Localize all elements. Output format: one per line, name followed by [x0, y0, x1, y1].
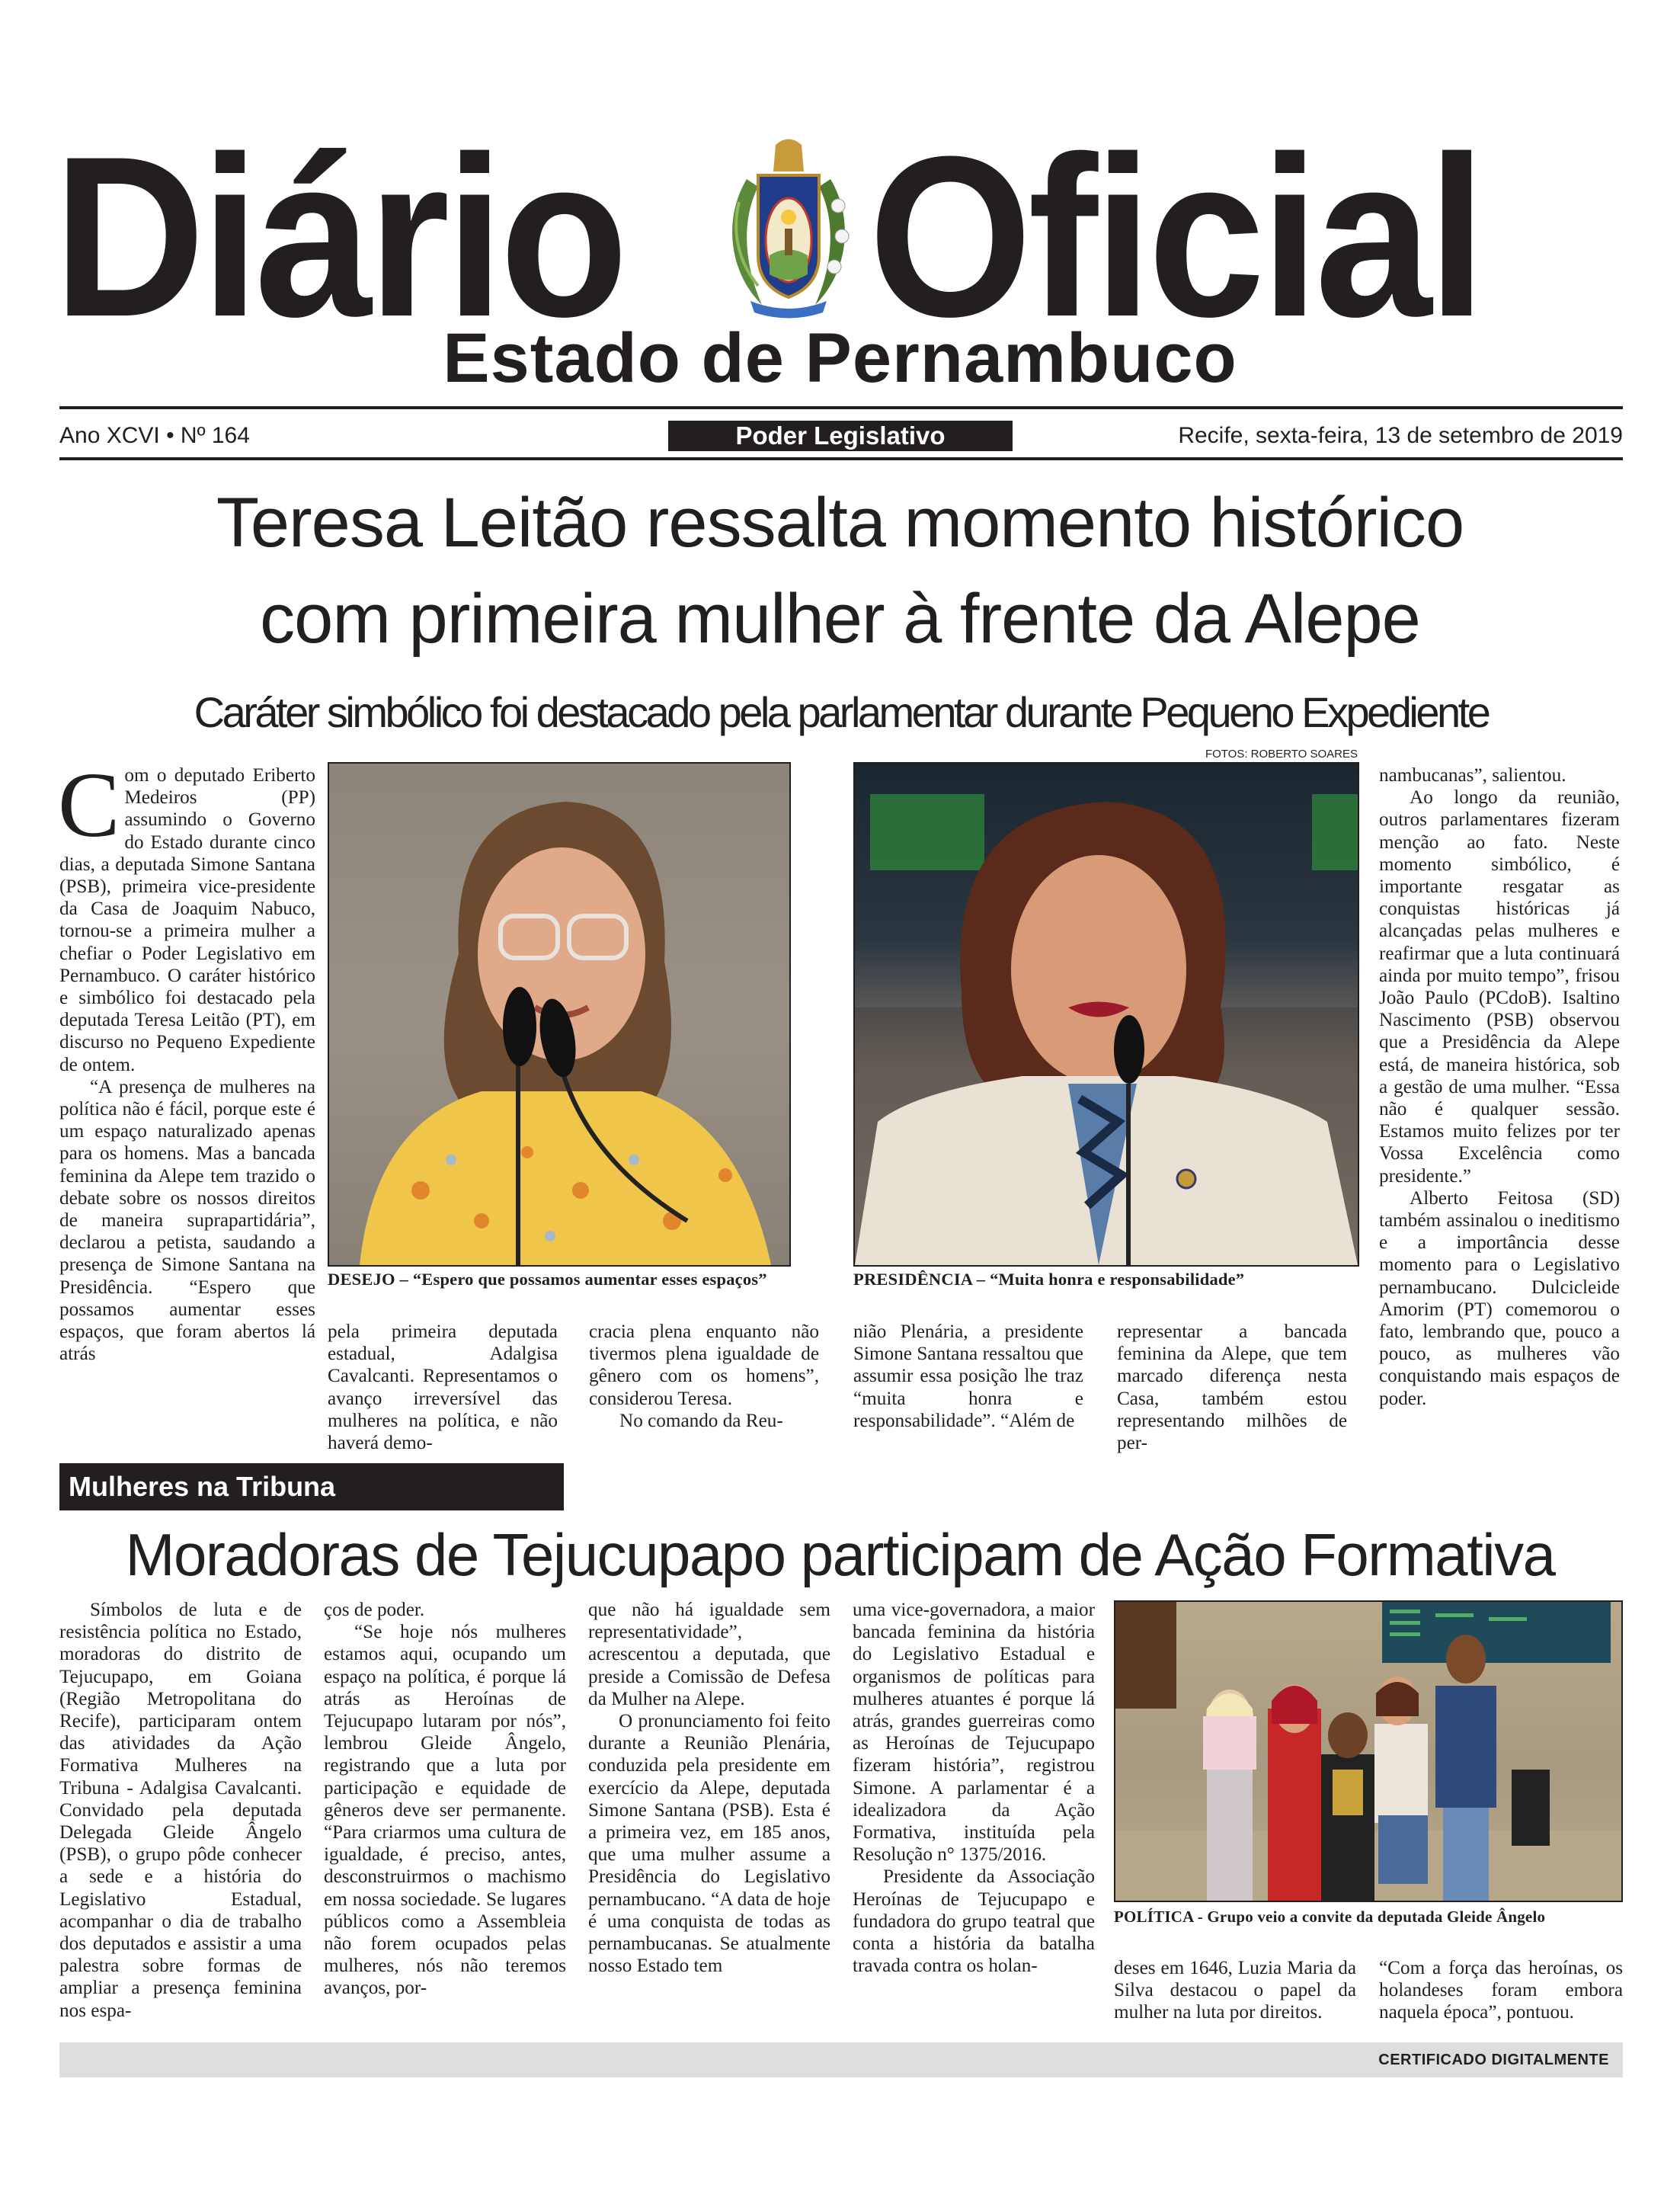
- top-rule: [59, 406, 1623, 409]
- group-photo-illustration: [1115, 1602, 1621, 1901]
- paragraph: “Se hoje nós mulheres estamos aqui, ocupando um espaço na política, é porque lá atrás as Heroínas de Tejucupapo lutaram por nós”, lembrou Gleide Ângelo, registrando que a luta por participação e equidade de gêneros deve ser permanente. “Para criarmos uma cultura de igualdade, é preciso, antes, desconstruirmos o machismo em nossa sociedade. Se lugares públicos como a Assembleia não forem ocupados pelas mulheres, nós não teremos avanços, por-: [324, 1622, 566, 1999]
- paragraph: “A presença de mulheres na política não é fácil, porque este é um espaço naturalizado apenas para os homens. Mas a bancada feminina da Alepe tem trazido o debate sobre os nossos direitos de maneira suprapartidária”, declarou a petista, saudando a presença de Simone Santana na Presidência. “Espero que possamos aumentar esses espaços, que foram abertos lá atrás: [59, 1076, 315, 1365]
- paragraph: pela primeira deputada estadual, Adalgisa Cavalcanti. Representamos o avanço irreversível das mulheres na política, e não haverá demo-: [328, 1321, 558, 1454]
- masthead-subtitle: Estado de Pernambuco: [443, 319, 1237, 397]
- paragraph: Presidente da Associação Heroínas de Tejucupapo e fundadora do grupo teatral que conta a história da batalha travada contra os holan-: [853, 1866, 1095, 1977]
- paragraph: Alberto Feitosa (SD) também assinalou o ineditismo e a importância desse momento para o Legislativo pernambucano. Dulcicleide Amorim (PT) comemorou o fato, lembrando que, pouco a pouco, as mulheres vão conquistando mais espaços de poder.: [1379, 1187, 1620, 1409]
- paragraph: nião Plenária, a presidente Simone Santana ressaltou que assumir essa posição lhe traz “muita honra e responsabilidade”. “Além de: [853, 1321, 1083, 1431]
- speaker-photo-illustration: [855, 764, 1358, 1265]
- section-badge: Poder Legislativo: [668, 421, 1013, 451]
- photo-teresa-leitao: [328, 762, 791, 1267]
- article2-column-5: [1114, 1957, 1356, 2024]
- article1-column-2: [328, 1321, 558, 1454]
- photo-simone-santana: [853, 762, 1359, 1267]
- paragraph: que não há igualdade sem representatividade”, acrescentou a deputada, que preside a Comissão de Defesa da Mulher na Alepe.: [588, 1600, 830, 1709]
- paragraph: O pronunciamento foi feito durante a Reunião Plenária, conduzida pela presidente em exercício da Alepe, deputada Simone Santana (PSB). Esta é a primeira vez, em 185 anos, que uma mulher assume a Presidência do Legislativo pernambucano. “A data de hoje é uma conquista de todas as pernambucanas. Se atualmente nosso Estado tem: [588, 1711, 830, 1977]
- article2-column-2: [324, 1599, 566, 2000]
- photo-credit: FOTOS: ROBERTO SOARES: [1205, 748, 1358, 761]
- paragraph: nambucanas”, salientou.: [1379, 765, 1566, 786]
- article2-column-4: [853, 1599, 1095, 1977]
- speaker-photo-illustration: [329, 764, 789, 1265]
- photo2-caption: PRESIDÊNCIA – “Muita honra e responsabilidade”: [853, 1270, 1245, 1289]
- paragraph: ços de poder.: [324, 1600, 425, 1620]
- article2-column-3: [588, 1599, 830, 1977]
- digital-certification-label: CERTIFICADO DIGITALMENTE: [1378, 2052, 1609, 2068]
- masthead-title-left: Diário: [53, 108, 625, 364]
- article1-headline-line1: Teresa Leitão ressalta momento histórico: [216, 484, 1464, 562]
- bottom-rule: [59, 457, 1623, 460]
- article2-column-6: [1379, 1957, 1623, 2024]
- photo3-caption: POLÍTICA - Grupo veio a convite da deputada Gleide Ângelo: [1114, 1908, 1546, 1926]
- paragraph: Ao longo da reunião, outros parlamentares fizeram menção ao fato. Neste momento simbólico, é importante resgatar as conquistas históricas já alcançadas pelas mulheres e reafirmar que a luta continuará ainda por muito tempo”, frisou João Paulo (PCdoB). Isaltino Nascimento (PSB) observou que a Presidência da Alepe está, de maneira histórica, sob a gestão de uma mulher. “Essa não é qualquer sessão. Estamos muito felizes por ter Vossa Excelência como presidente.”: [1379, 787, 1620, 1187]
- article1-column-4: [853, 1321, 1083, 1432]
- article2-headline: Moradoras de Tejucupapo participam de Ação Formativa: [125, 1521, 1555, 1588]
- article2-column-1: [59, 1599, 302, 2022]
- paragraph: deses em 1646, Luzia Maria da Silva destacou o papel da mulher na luta por direitos.: [1114, 1958, 1356, 2023]
- photo-group-tejucupapo: [1114, 1600, 1623, 1902]
- coat-of-arms-logo: [716, 133, 861, 320]
- article1-deck: Caráter simbólico foi destacado pela parlamentar durante Pequeno Expediente: [194, 688, 1489, 736]
- article1-column-3: [589, 1321, 819, 1432]
- coat-of-arms-icon: [716, 133, 861, 320]
- drop-cap: C: [58, 754, 120, 857]
- paragraph: “Com a força das heroínas, os holandeses foram embora naquela época”, pontuou.: [1379, 1958, 1623, 2023]
- paragraph: Símbolos de luta e de resistência política no Estado, moradoras do distrito de Tejucupapo, em Goiana (Região Metropolitana do Recife), participaram ontem das atividades da Ação Formativa Mulheres na Tribuna - Adalgisa Cavalcanti. Convidado pela deputada Delegada Gleide Ângelo (PSB), o grupo pôde conhecer a sede e a história do Legislativo Estadual, acompanhar o dia de trabalho dos deputados e assistir a uma palestra sobre formas de ampliar a presença feminina nos espa-: [59, 1600, 302, 2021]
- dateline: Recife, sexta-feira, 13 de setembro de 2019: [1178, 423, 1623, 448]
- article1-column-1: [58, 754, 315, 1365]
- edition-number: Ano XCVI • Nº 164: [59, 423, 250, 448]
- photo1-caption: DESEJO – “Espero que possamos aumentar esses espaços”: [328, 1270, 767, 1289]
- paragraph: No comando da Reu-: [619, 1410, 783, 1431]
- masthead-title-right: Oficial: [869, 108, 1482, 364]
- paragraph: representar a bancada feminina da Alepe, que tem marcado diferença nesta Casa, também estou representando milhões de per-: [1117, 1321, 1347, 1454]
- article1-headline-line2: com primeira mulher à frente da Alepe: [260, 580, 1420, 658]
- section-kicker: Mulheres na Tribuna: [59, 1463, 564, 1510]
- paragraph: cracia plena enquanto não tivermos plena igualdade de gênero com os homens”, considerou Teresa.: [589, 1321, 819, 1409]
- article1-column-5: [1117, 1321, 1347, 1454]
- paragraph: uma vice-governadora, a maior bancada feminina da história do Legislativo Estadual e organismos de políticas para mulheres atuantes é porque lá atrás, grandes guerreiras como as Heroínas de Tejucupapo fizeram história”, registrou Simone. A parlamentar é a idealizadora da Ação Formativa, instituída pela Resolução n° 1375/2016.: [853, 1600, 1095, 1866]
- article1-column-6: [1379, 764, 1620, 1410]
- paragraph: om o deputado Eriberto Medeiros (PP) assumindo o Governo do Estado durante cinco dias, a deputada Simone Santana (PSB), primeira vice-presidente da Casa de Joaquim Nabuco, tornou-se a primeira mulher a chefiar o Poder Legislativo em Pernambuco. O caráter histórico e simbólico foi destacado pela deputada Teresa Leitão (PT), em discurso no Pequeno Expediente de ontem.: [59, 765, 315, 1075]
- footer-bar: [59, 2042, 1623, 2077]
